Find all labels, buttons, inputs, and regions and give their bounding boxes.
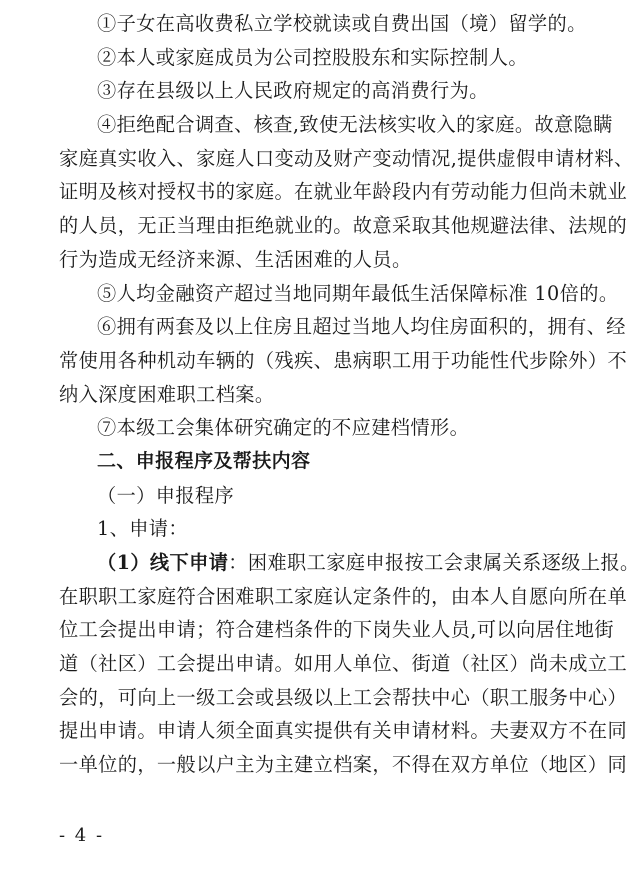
paragraph-line: ④拒绝配合调查、核查,致使无法核实收入的家庭。故意隐瞒 — [97, 113, 613, 137]
paragraph-line: ⑤人均金融资产超过当地同期年最低生活保障标准 10倍的。 — [97, 281, 619, 305]
paragraph-line: ⑦本级工会集体研究确定的不应建档情形。 — [97, 416, 470, 440]
paragraph-line: 证明及核对授权书的家庭。在就业年龄段内有劳动能力但尚未就业 — [59, 180, 628, 204]
offline-application-line — [59, 546, 640, 580]
paragraph-line: ①子女在高收费私立学校就读或自费出国（境）留学的。 — [97, 12, 587, 35]
paragraph-line: 提出申请。申请人须全面真实提供有关申请材料。夫妻双方不在同 — [59, 719, 628, 743]
paragraph-line: 家庭真实收入、家庭人口变动及财产变动情况,提供虚假申请材料、 — [59, 146, 634, 170]
offline-application-text: ：困难职工家庭申报按工会隶属关系逐级上报。 — [228, 551, 640, 574]
paragraph-line: ⑥拥有两套及以上住房且超过当地人均住房面积的，拥有、经 — [97, 315, 626, 339]
paragraph-line: 会的，可向上一级工会或县级以上工会帮扶中心（职工服务中心） — [59, 685, 628, 709]
paragraph-line: ②本人或家庭成员为公司控股股东和实际控制人。 — [97, 45, 528, 69]
section-heading: 二、申报程序及帮扶内容 — [97, 449, 311, 472]
offline-application-label: （1）线下申请 — [97, 551, 229, 574]
paragraph-line: ③存在县级以上人民政府规定的高消费行为。 — [97, 79, 489, 103]
paragraph-line: 的人员，无正当理由拒绝就业的。故意采取其他规避法律、法规的 — [59, 214, 628, 238]
item-heading: 1、申请： — [97, 517, 188, 541]
paragraph-line: 常使用各种机动车辆的（残疾、患病职工用于功能性代步除外）不 — [59, 348, 628, 372]
paragraph-line: 道（社区）工会提出申请。如用人单位、街道（社区）尚未成立工 — [59, 652, 628, 676]
paragraph-line: 纳入深度困难职工档案。 — [59, 382, 275, 406]
paragraph-line: 一单位的，一般以户主为主建立档案，不得在双方单位（地区）同 — [59, 753, 628, 777]
paragraph-line: 在职职工家庭符合困难职工家庭认定条件的，由本人自愿向所在单 — [59, 584, 628, 608]
subsection-heading: （一）申报程序 — [97, 483, 235, 507]
paragraph-line: 行为造成无经济来源、生活困难的人员。 — [59, 247, 412, 271]
paragraph-line: 位工会提出申请；符合建档条件的下岗失业人员,可以向居住地街 — [59, 618, 614, 642]
page-number: - 4 - — [59, 825, 105, 846]
